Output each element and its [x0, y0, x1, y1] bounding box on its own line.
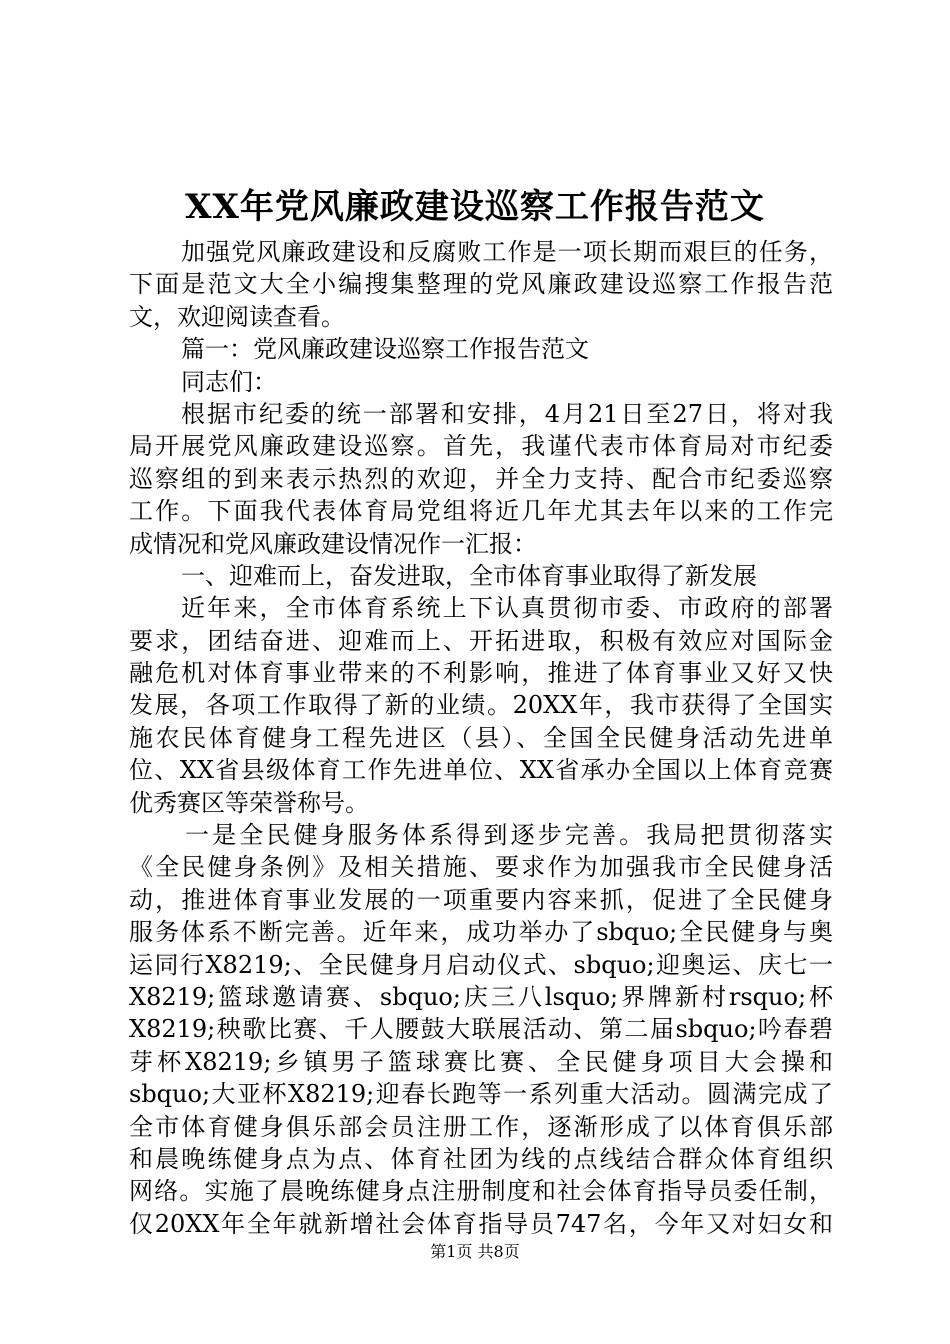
paragraph-line: 下面是范文大全小编搜集整理的党风廉政建设巡察工作报告范 [129, 270, 833, 299]
paragraph-line: 发展，各项工作取得了新的业绩。20XX年，我市获得了全国实 [129, 691, 833, 720]
paragraph-line: sbquo;大亚杯X8219;迎春长跑等一系列重大活动。圆满完成了 [129, 1080, 833, 1109]
paragraph-line: 动，推进体育事业发展的一项重要内容来抓，促进了全民健身 [129, 885, 833, 914]
paragraph-line: 加强党风廉政建设和反腐败工作是一项长期而艰巨的任务， [181, 238, 833, 266]
paragraph-line: 工作。下面我代表体育局党组将近几年尤其去年以来的工作完 [129, 497, 833, 526]
paragraph-line: 位、XX省县级体育工作先进单位、XX省承办全国以上体育竞赛 [129, 756, 833, 785]
paragraph-line: 施农民体育健身工程先进区（县）、全国全民健身活动先进单 [129, 723, 833, 752]
paragraph-line: 融危机对体育事业带来的不利影响，推进了体育事业又好又快 [129, 659, 833, 688]
paragraph-line: 服务体系不断完善。近年来，成功举办了sbquo;全民健身与奥 [129, 918, 833, 947]
salutation-line: 同志们： [181, 367, 277, 396]
paragraph-line: 巡察组的到来表示热烈的欢迎，并全力支持、配合市纪委巡察 [129, 464, 833, 493]
paragraph-line: 根据市纪委的统一部署和安排，4月21日至27日，将对我 [181, 399, 833, 428]
paragraph-line: 优秀赛区等荣誉称号。 [129, 788, 369, 817]
document-title: XX年党风廉政建设巡察工作报告范文 [185, 187, 765, 227]
document-body [129, 236, 833, 1240]
paragraph-line: X8219;篮球邀请赛、sbquo;庆三八lsquo;界牌新村rsquo;杯 [129, 982, 833, 1011]
paragraph-line: 近年来，全市体育系统上下认真贯彻市委、市政府的部署 [181, 594, 833, 623]
paragraph-line: 全市体育健身俱乐部会员注册工作，逐渐形成了以体育俱乐部 [129, 1112, 833, 1141]
paragraph-line: 《全民健身条例》及相关措施、要求作为加强我市全民健身活 [129, 853, 833, 882]
paragraph-line: 网络。实施了晨晚练健身点注册制度和社会体育指导员委任制， [129, 1177, 833, 1206]
section-heading-line: 一、迎难而上，奋发进取，全市体育事业取得了新发展 [181, 561, 757, 590]
paragraph-line: 文，欢迎阅读查看。 [129, 302, 345, 331]
page-number-footer: 第1页 共8页 [430, 1242, 520, 1261]
paragraph-line: 成情况和党风廉政建设情况作一汇报： [129, 529, 537, 558]
paragraph-line: 芽杯X8219;乡镇男子篮球赛比赛、全民健身项目大会操和 [129, 1047, 833, 1076]
section-heading-line: 篇一：党风廉政建设巡察工作报告范文 [181, 335, 589, 364]
paragraph-line: 要求，团结奋进、迎难而上、开拓进取，积极有效应对国际金 [129, 626, 833, 655]
paragraph-line: 运同行X8219;、全民健身月启动仪式、sbquo;迎奥运、庆七一 [129, 950, 833, 979]
paragraph-line: 一是全民健身服务体系得到逐步完善。我局把贯彻落实 [185, 821, 833, 850]
paragraph-line: X8219;秧歌比赛、千人腰鼓大联展活动、第二届sbquo;吟春碧 [129, 1015, 833, 1044]
paragraph-line: 和晨晚练健身点为点、体育社团为线的点线结合群众体育组织 [129, 1144, 833, 1173]
paragraph-line: 局开展党风廉政建设巡察。首先，我谨代表市体育局对市纪委 [129, 432, 833, 461]
paragraph-line: 仅20XX年全年就新增社会体育指导员747名，今年又对妇女和 [129, 1209, 833, 1238]
